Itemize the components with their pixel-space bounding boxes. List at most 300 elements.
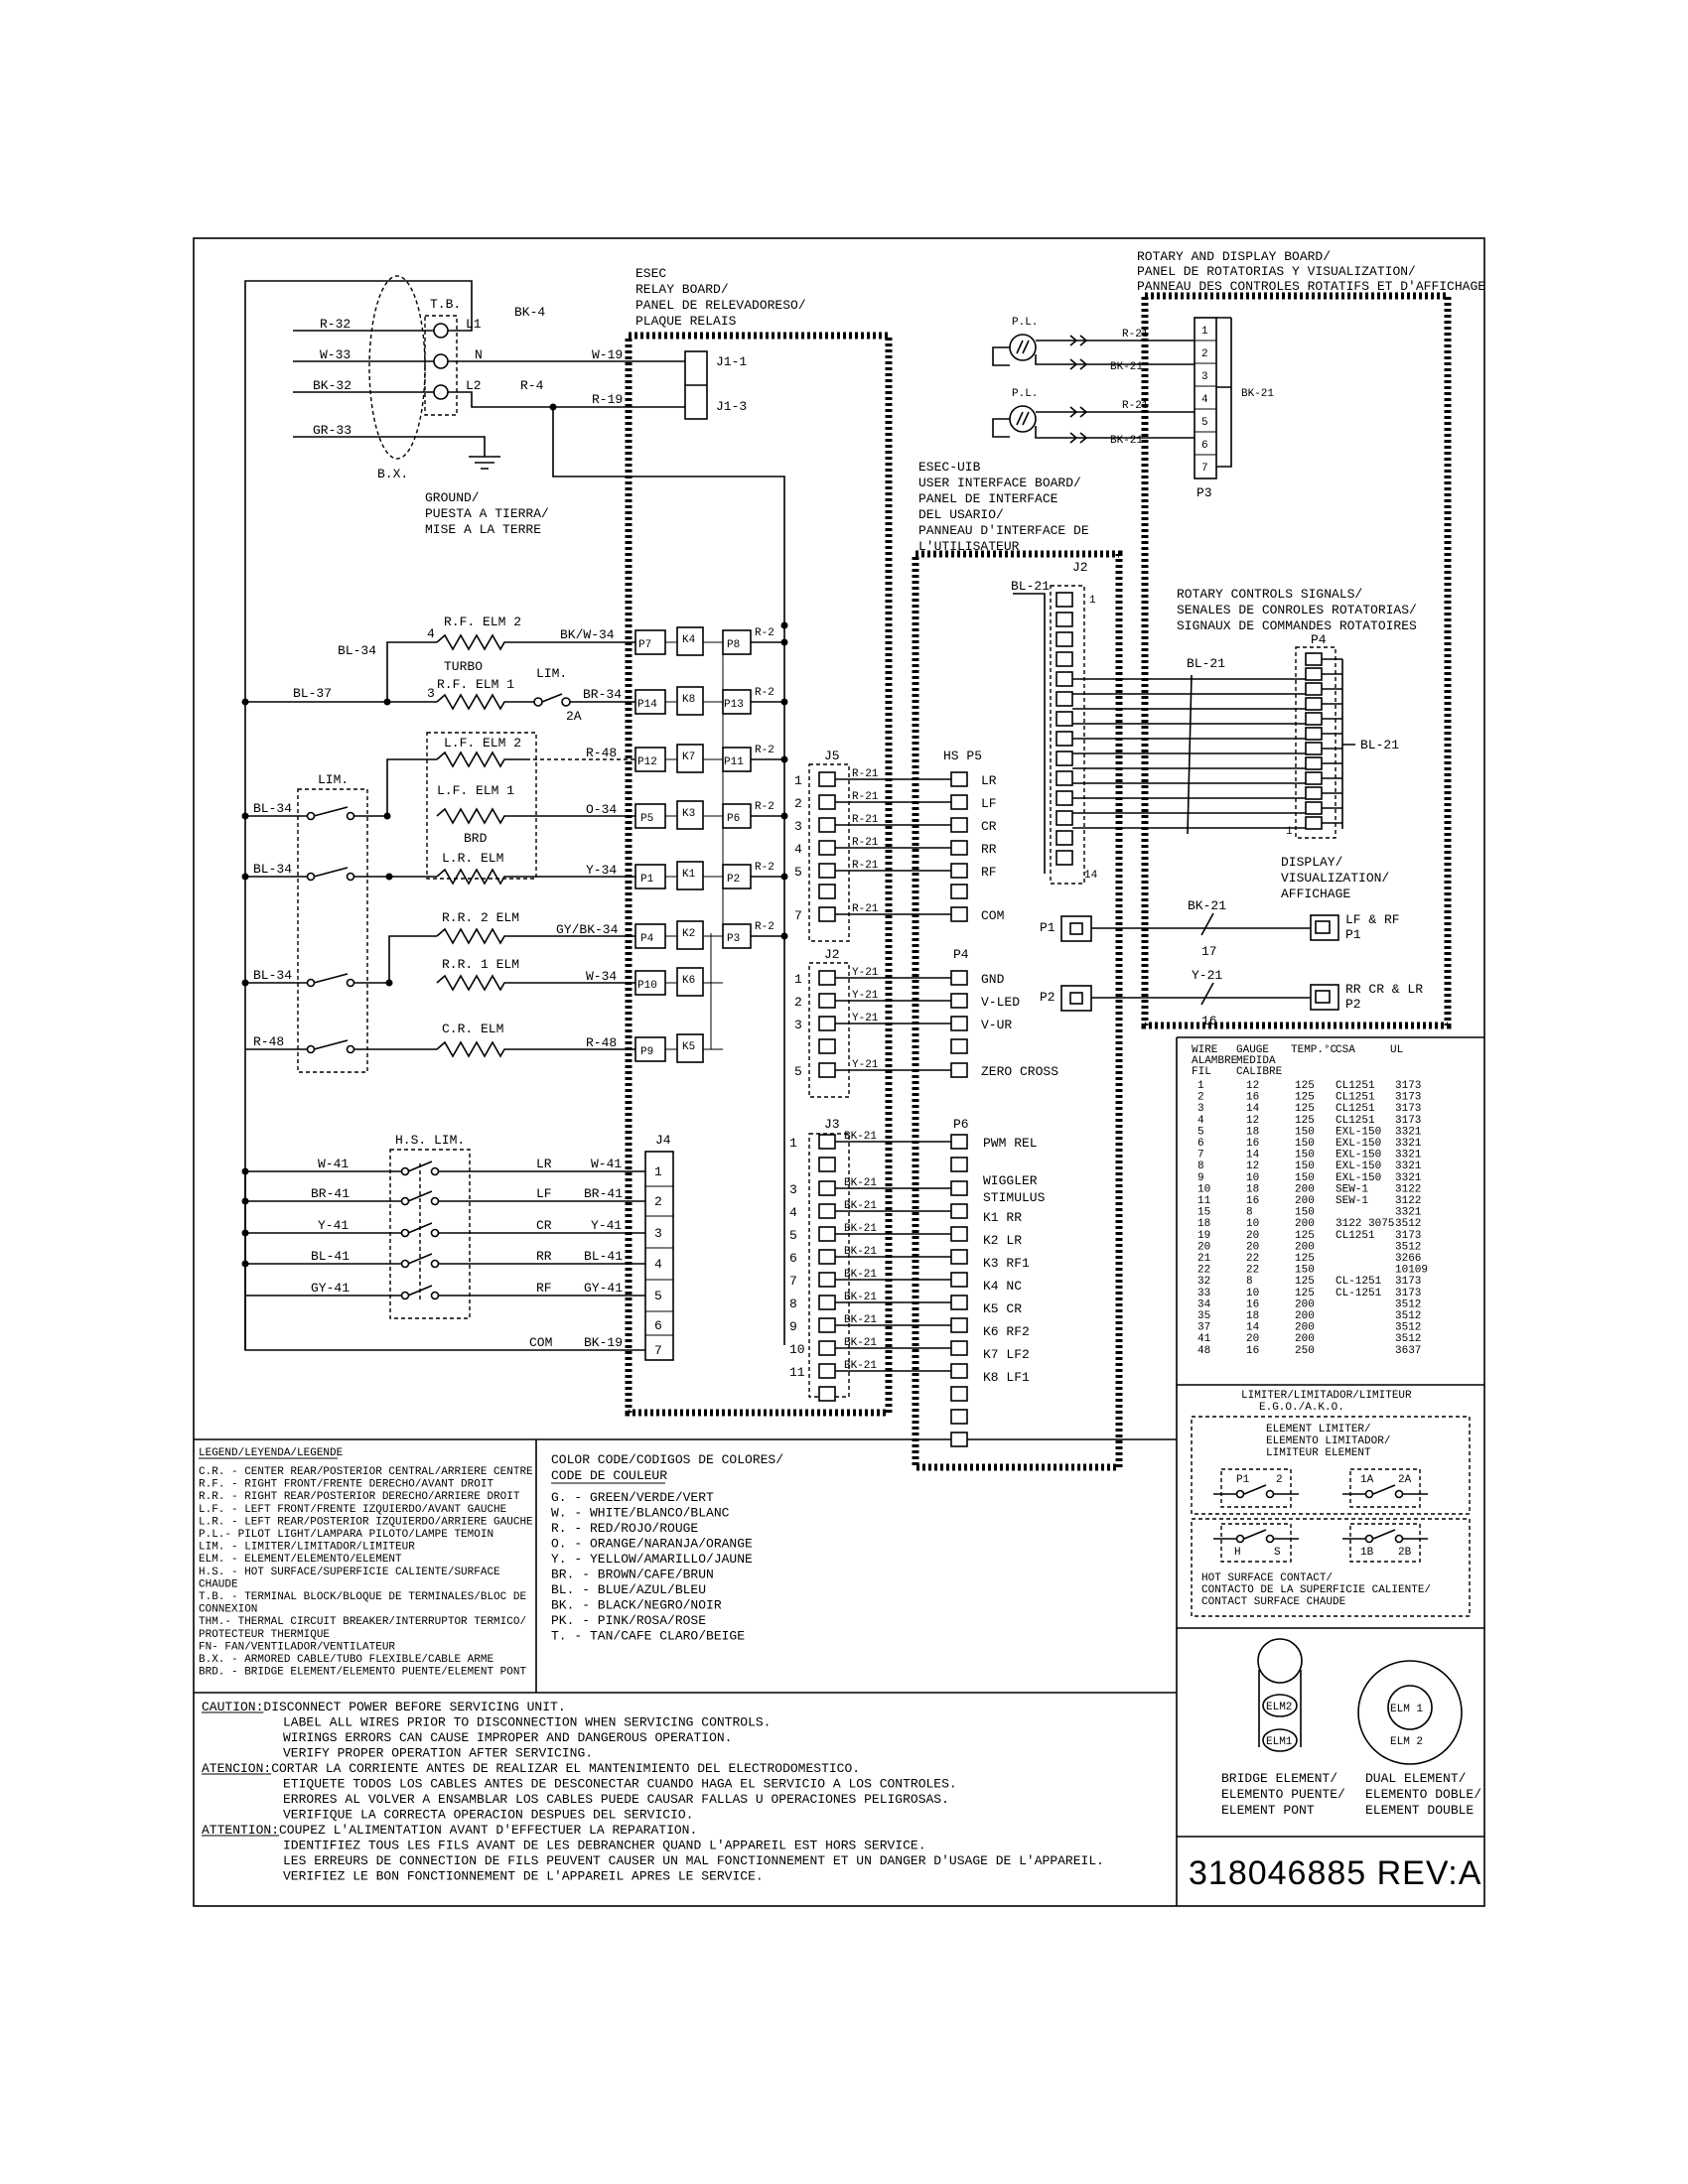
pl-2-bk21: BK-21: [1110, 435, 1144, 447]
j4-connector: [645, 1152, 673, 1360]
rotary-p4-socket: [1306, 713, 1322, 725]
legend-item: FN- FAN/VENTILADOR/VENTILATEUR: [199, 1641, 396, 1654]
wt-cell: 3266: [1395, 1253, 1422, 1265]
rotary-label-3: PANNEAU DES CONTROLES ROTATIFS ET D'AFFICHAGE: [1137, 279, 1486, 294]
j4-wire-3: Y-41: [591, 1218, 623, 1233]
legend-item: P.L.- PILOT LIGHT/LAMPARA PILOTO/LAMPE TEMOIN: [199, 1529, 494, 1541]
hsp5-out-rr: RR: [981, 842, 997, 857]
wt-cell: 20: [1197, 1241, 1211, 1254]
hsp5-label: HS P5: [943, 749, 983, 763]
j5-wire-label: R-21: [852, 814, 879, 826]
hs-switch-rows: [245, 1161, 645, 1300]
wt-cell: 16: [1246, 1298, 1260, 1311]
p3-bk21: BK-21: [1241, 388, 1275, 400]
hsp5-out-com: COM: [981, 908, 1005, 923]
brd-label: BRD: [464, 831, 488, 846]
hs-wire-gy41: GY-41: [311, 1281, 351, 1296]
wt-cell: 12: [1246, 1114, 1260, 1127]
wt-cell: 200: [1295, 1183, 1315, 1196]
pl-2-label: P.L.: [1012, 388, 1039, 400]
hs-wire-w41: W-41: [318, 1157, 350, 1171]
legend-item: L.R. - LEFT REAR/POSTERIOR IZQUIERDO/ARRIERE GAUCHE: [199, 1516, 533, 1529]
wt-cell: 150: [1295, 1206, 1315, 1219]
p6-out: K6 RF2: [983, 1324, 1030, 1339]
caution-line: VERIFIQUE LA CORRECTA OPERACION DESPUES DEL SERVICIO.: [283, 1807, 694, 1823]
lf-elm2-label: L.F. ELM 2: [444, 736, 522, 751]
bridge-elm1: ELM1: [1266, 1736, 1293, 1748]
lim-switches: [242, 807, 438, 1053]
wt-cell: 3512: [1395, 1333, 1422, 1346]
j2-pin-2: 2: [794, 995, 802, 1010]
rf-elm1-label: R.F. ELM 1: [437, 677, 515, 692]
wire-w33: W-33: [320, 347, 352, 362]
wt-cell: 22: [1246, 1264, 1260, 1277]
wt-cell: 10: [1197, 1183, 1211, 1196]
wt-cell: 20: [1246, 1241, 1260, 1254]
wt-cell: 10: [1246, 1171, 1260, 1184]
hs-lim-label: H.S. LIM.: [395, 1133, 466, 1148]
p3-label: P3: [727, 933, 741, 945]
hs-2b: 2B: [1398, 1547, 1412, 1559]
j3-pin-10: 10: [789, 1342, 805, 1357]
j5-socket: [819, 795, 835, 809]
wt-cell: 3173: [1395, 1091, 1422, 1104]
wire-gr33: GR-33: [313, 423, 352, 438]
j3-pin-5: 5: [789, 1228, 797, 1243]
wt-cell: 19: [1197, 1229, 1211, 1242]
j4-wire-4: BL-41: [584, 1249, 624, 1264]
r2-label-1: R-2: [755, 627, 774, 639]
wt-cell: 18: [1246, 1126, 1260, 1139]
uib-j2-socket: [1056, 632, 1072, 646]
wt-cell: CL1251: [1336, 1080, 1375, 1092]
wt-cell: 16: [1246, 1138, 1260, 1150]
legend: [199, 1447, 533, 1679]
wt-cell: 125: [1295, 1287, 1315, 1299]
relay-label-2: RELAY BOARD/: [635, 282, 729, 297]
p6-out: PWM REL: [983, 1136, 1038, 1151]
wt-header: MEDIDA: [1236, 1055, 1276, 1067]
legend-item: R.R. - RIGHT REAR/POSTERIOR DERECHO/ARRIERE DROIT: [199, 1491, 520, 1504]
legend-item: B.X. - ARMORED CABLE/TUBO FLEXIBLE/CABLE ARME: [199, 1654, 494, 1666]
color-item: W. - WHITE/BLANCO/BLANC: [551, 1505, 730, 1521]
wt-cell: 14: [1246, 1321, 1260, 1334]
wire-table-rows: [1197, 1080, 1428, 1357]
wt-header: CALIBRE: [1236, 1066, 1283, 1078]
p6-out: K4 NC: [983, 1279, 1023, 1294]
wire-o34: O-34: [586, 802, 618, 817]
uib-board-label: [918, 460, 1089, 554]
legend-item: R.F. - RIGHT FRONT/FRENTE DERECHO/AVANT DROIT: [199, 1478, 494, 1491]
wt-cell: CL1251: [1336, 1091, 1375, 1104]
wt-cell: 35: [1197, 1310, 1211, 1322]
uib-j2-pins: [1056, 593, 1306, 865]
wire-w34: W-34: [586, 969, 618, 984]
color-code: [551, 1452, 783, 1644]
hsp5-out-lr: LR: [981, 773, 997, 788]
rr1-label: R.R. 1 ELM: [442, 957, 520, 972]
rotary-p4-label: P4: [1311, 632, 1327, 647]
j3-pin-8: 8: [789, 1297, 797, 1311]
display-lfrf: LF & RF: [1345, 912, 1400, 927]
hs-lf: LF: [536, 1186, 552, 1201]
p12-label: P12: [637, 756, 657, 768]
j2-socket: [819, 1063, 835, 1077]
hsp5-out-lf: LF: [981, 796, 997, 811]
p6-out: K1 RR: [983, 1210, 1023, 1225]
j2-wire-label: Y-21: [852, 1013, 879, 1024]
display-p1-label: P1: [1345, 927, 1361, 942]
uib-p1-17: 17: [1201, 944, 1217, 959]
wt-cell: 1: [1197, 1080, 1204, 1092]
wt-cell: 3512: [1395, 1321, 1422, 1334]
part-number: 318046885 REV:A: [1189, 1854, 1482, 1892]
legend-item: BRD. - BRIDGE ELEMENT/ELEMENTO PUENTE/ELEMENT PONT: [199, 1666, 527, 1679]
caution-line: VERIFY PROPER OPERATION AFTER SERVICING.: [283, 1745, 594, 1761]
lim-wire-3: BL-34: [253, 968, 293, 983]
wt-cell: 3512: [1395, 1241, 1422, 1254]
wire-3-label: 3: [427, 686, 435, 701]
wt-cell: 150: [1295, 1126, 1315, 1139]
j3-pin-6: 6: [789, 1251, 797, 1266]
wire-r32: R-32: [320, 317, 352, 332]
wt-cell: 150: [1295, 1160, 1315, 1173]
cr-label: C.R. ELM: [442, 1022, 504, 1036]
uib-p2-label: P2: [1040, 990, 1055, 1005]
dual-element: [1358, 1661, 1481, 1818]
legend-item: ELM. - ELEMENT/ELEMENTO/ELEMENT: [199, 1554, 402, 1567]
caution-heading: ATENCION:: [202, 1761, 272, 1776]
legend-item: CHAUDE: [199, 1578, 238, 1591]
rotary-label-1: ROTARY AND DISPLAY BOARD/: [1137, 249, 1332, 264]
color-item: BL. - BLUE/AZUL/BLEU: [551, 1582, 707, 1597]
j4-pin-5: 5: [654, 1289, 662, 1303]
uib-bl21-label: BL-21: [1011, 579, 1051, 594]
legend-item: H.S. - HOT SURFACE/SUPERFICIE CALIENTE/SURFACE: [199, 1566, 500, 1578]
wire-bkw34: BK/W-34: [560, 627, 615, 642]
wire-bl37: BL-37: [293, 686, 333, 701]
wire-4-label: 4: [427, 626, 435, 641]
wt-cell: SEW-1: [1336, 1183, 1369, 1196]
hs-contact-1: HOT SURFACE CONTACT/: [1201, 1572, 1334, 1584]
color-item: BR. - BROWN/CAFE/BRUN: [551, 1567, 714, 1582]
j5-wire-label: R-21: [852, 837, 879, 849]
j3-wire-label: BK-21: [844, 1360, 878, 1372]
caution-line: ETIQUETE TODOS LOS CABLES ANTES DE DESCONECTAR CUANDO HAGA EL SERVICIO A LOS CONTROLES.: [283, 1776, 957, 1792]
j4-pin-6: 6: [654, 1318, 662, 1333]
wt-cell: 200: [1295, 1321, 1315, 1334]
wt-cell: 10109: [1395, 1264, 1429, 1277]
j1-3-label: J1-3: [716, 399, 748, 414]
display-p2-label: P2: [1345, 997, 1361, 1012]
j4-pin-7: 7: [654, 1343, 662, 1358]
wt-header: GAUGE: [1236, 1044, 1270, 1056]
rotary-p4-socket: [1306, 757, 1322, 769]
j4-pin-4: 4: [654, 1257, 662, 1272]
display-label-1: DISPLAY/: [1281, 855, 1343, 870]
color-item: O. - ORANGE/NARANJA/ORANGE: [551, 1536, 753, 1552]
lr-elm-label: L.R. ELM: [442, 851, 504, 866]
j5-socket: [819, 818, 835, 832]
wt-cell: 8: [1246, 1276, 1253, 1289]
wire-bk32: BK-32: [313, 378, 352, 393]
wt-cell: 14: [1246, 1103, 1260, 1116]
j2-wire-label: Y-21: [852, 990, 879, 1002]
caution-line: IDENTIFIEZ TOUS LES FILS AVANT DE LES DEBRANCHER QUAND L'APPAREIL EST HORS SERVICE.: [283, 1838, 926, 1853]
uib-j2-pin1: 1: [1089, 595, 1096, 607]
element-section: [242, 614, 788, 1072]
wt-cell: 22: [1197, 1264, 1211, 1277]
uib-j2-socket: [1056, 672, 1072, 686]
j5-pin-1: 1: [794, 773, 802, 788]
wt-cell: 3: [1197, 1103, 1204, 1116]
uib-j2-pin14: 14: [1084, 870, 1098, 882]
j2-socket: [819, 971, 835, 985]
wt-cell: 8: [1246, 1206, 1253, 1219]
uib-j2-socket: [1056, 751, 1072, 765]
wire-gybk34: GY/BK-34: [556, 922, 619, 937]
wt-cell: 150: [1295, 1149, 1315, 1161]
wire-bk4: BK-4: [514, 305, 546, 320]
legend-title: LEGEND/LEYENDA/LEGENDE: [199, 1447, 344, 1459]
j3-pin-7: 7: [789, 1274, 797, 1289]
p3-pin-6: 6: [1201, 440, 1208, 452]
color-item: R. - RED/ROJO/ROUGE: [551, 1521, 699, 1536]
rotary-p4-socket: [1306, 653, 1322, 665]
rotary-p4-rows: [1306, 653, 1342, 829]
wt-header: WIRE: [1192, 1044, 1218, 1056]
j5-label: J5: [824, 749, 840, 763]
p6-out: K3 RF1: [983, 1256, 1030, 1271]
rotary-bl21-right: BL-21: [1360, 738, 1400, 752]
caution-line: ERRORES AL VOLVER A ENSAMBLAR LOS CABLES PUEDE CAUSAR FALLAS U OPERACIONES PELIGROSAS.: [283, 1792, 949, 1807]
r2-label-5: R-2: [755, 862, 774, 874]
wt-cell: 20: [1246, 1333, 1260, 1346]
uib-label-5: PANNEAU D'INTERFACE DE: [918, 523, 1089, 538]
wt-cell: 3512: [1395, 1310, 1422, 1322]
wire-table: [1192, 1044, 1428, 1357]
k4-label: K4: [682, 634, 696, 646]
lf-elm1-label: L.F. ELM 1: [437, 783, 515, 798]
p14-label: P14: [637, 699, 657, 711]
j3-wire-label: BK-21: [844, 1177, 878, 1189]
p4-out: V-LED: [981, 995, 1021, 1010]
hs-contact-2: CONTACTO DE LA SUPERFICIE CALIENTE/: [1201, 1584, 1432, 1596]
el-label-1: ELEMENT LIMITER/: [1266, 1424, 1371, 1435]
ground-label-2: PUESTA A TIERRA/: [425, 506, 549, 521]
caution-line: CORTAR LA CORRIENTE ANTES DE REALIZAR EL MANTENIMIENTO DEL ELECTRODOMESTICO.: [271, 1761, 861, 1776]
bx-label: B.X.: [377, 467, 409, 481]
wt-cell: 33: [1197, 1287, 1211, 1299]
wire-y34: Y-34: [586, 863, 618, 878]
wt-cell: 32: [1197, 1276, 1211, 1289]
dual-label-2: ELEMENTO DOBLE/: [1365, 1787, 1482, 1802]
j5-pin-5: 5: [794, 865, 802, 880]
wt-cell: 10: [1246, 1218, 1260, 1231]
hsp5-socket: [951, 907, 967, 921]
caution-heading: ATTENTION:: [202, 1823, 280, 1838]
bridge-elm2: ELM2: [1266, 1702, 1293, 1713]
uib-p1-label: P1: [1040, 920, 1055, 935]
p6-out: STIMULUS: [983, 1190, 1046, 1205]
p4-out: ZERO CROSS: [981, 1064, 1059, 1079]
uib-p2-wire: Y-21: [1192, 968, 1223, 983]
relay-label-4: PLAQUE RELAIS: [635, 314, 737, 329]
color-title-1: COLOR CODE/CODIGOS DE COLORES/: [551, 1452, 784, 1467]
bx-cable-ellipse: [369, 276, 425, 459]
wt-cell: 3173: [1395, 1287, 1422, 1299]
j3-pin-4: 4: [789, 1205, 797, 1220]
wt-cell: 34: [1197, 1298, 1211, 1311]
hs-1b: 1B: [1360, 1547, 1374, 1559]
hs-rr: RR: [536, 1249, 552, 1264]
n-label: N: [475, 347, 483, 362]
uib-j2-socket: [1056, 692, 1072, 706]
rs-label-3: SIGNAUX DE COMMANDES ROTATOIRES: [1177, 618, 1417, 633]
dual-elm1: ELM 1: [1390, 1704, 1424, 1715]
pilot-light-2: [1010, 406, 1036, 432]
wt-cell: 3173: [1395, 1080, 1422, 1092]
wt-cell: 16: [1246, 1195, 1260, 1207]
l2-label: L2: [466, 378, 482, 393]
wt-cell: 150: [1295, 1138, 1315, 1150]
hsp5-socket: [951, 864, 967, 878]
wt-cell: EXL-150: [1336, 1171, 1382, 1184]
j3-wire-label: BK-21: [844, 1200, 878, 1212]
hs-wire-y41: Y-41: [318, 1218, 350, 1233]
wire-r48-bottom: R-48: [586, 1035, 618, 1050]
lim-wire-2: BL-34: [253, 862, 293, 877]
wt-cell: SEW-1: [1336, 1195, 1369, 1207]
rotary-p4-socket: [1306, 698, 1322, 710]
uib-label-4: DEL USARIO/: [918, 507, 1004, 522]
k5-label: K5: [682, 1041, 696, 1053]
p6-out: K8 LF1: [983, 1370, 1030, 1385]
wt-cell: 125: [1295, 1276, 1315, 1289]
hs-rf: RF: [536, 1281, 552, 1296]
uib-label-6: L'UTILISATEUR: [918, 539, 1020, 554]
wt-cell: 125: [1295, 1253, 1315, 1265]
wt-cell: 3321: [1395, 1160, 1422, 1173]
wt-cell: 3321: [1395, 1126, 1422, 1139]
hs-wire-bl41: BL-41: [311, 1249, 351, 1264]
hs-lim-section: [242, 1133, 674, 1360]
j5-socket: [819, 864, 835, 878]
j5-socket: [819, 772, 835, 786]
wt-cell: 37: [1197, 1321, 1211, 1334]
j4-pin-1: 1: [654, 1164, 662, 1179]
rotary-p4-socket: [1306, 668, 1322, 680]
legend-item: LIM. - LIMITER/LIMITADOR/LIMITEUR: [199, 1541, 415, 1554]
hs-lr: LR: [536, 1157, 552, 1171]
p3-label: P3: [1196, 485, 1212, 500]
rotary-board-label: [1137, 249, 1485, 294]
rotary-p4-socket: [1306, 728, 1322, 740]
p6-out: WIGGLER: [983, 1173, 1038, 1188]
j2-pin-3: 3: [794, 1018, 802, 1032]
wt-cell: 16: [1246, 1344, 1260, 1357]
wt-header: UL: [1390, 1044, 1404, 1056]
p6-out: K2 LR: [983, 1233, 1023, 1248]
uib-p1-wire: BK-21: [1188, 898, 1227, 913]
wt-cell: 20: [1246, 1229, 1260, 1242]
p6-out: K7 LF2: [983, 1347, 1030, 1362]
wt-cell: 3321: [1395, 1149, 1422, 1161]
wt-cell: EXL-150: [1336, 1149, 1382, 1161]
bridge-label-1: BRIDGE ELEMENT/: [1221, 1771, 1338, 1786]
bridge-label-2: ELEMENTO PUENTE/: [1221, 1787, 1345, 1802]
p3-pin-1: 1: [1201, 326, 1208, 338]
j5-socket: [819, 907, 835, 921]
wire-bl34-top: BL-34: [338, 643, 377, 658]
color-items: [551, 1490, 753, 1644]
uib-j2-socket: [1056, 771, 1072, 785]
wt-cell: 3173: [1395, 1229, 1422, 1242]
wt-header: ALAMBRE: [1192, 1055, 1238, 1067]
turbo-label: TURBO: [444, 659, 484, 674]
p3-pin-3: 3: [1201, 371, 1208, 383]
uib-p2-16: 16: [1201, 1014, 1217, 1028]
wt-cell: 150: [1295, 1171, 1315, 1184]
rs-label-1: ROTARY CONTROLS SIGNALS/: [1177, 587, 1363, 602]
j4-wire-1: W-41: [591, 1157, 623, 1171]
ground-label-3: MISE A LA TERRE: [425, 522, 542, 537]
wt-cell: 3512: [1395, 1298, 1422, 1311]
color-item: Y. - YELLOW/AMARILLO/JAUNE: [551, 1552, 753, 1567]
wt-cell: 3321: [1395, 1171, 1422, 1184]
p3-pin-7: 7: [1201, 463, 1208, 475]
wt-cell: 125: [1295, 1080, 1315, 1092]
wt-cell: 3512: [1395, 1218, 1422, 1231]
wt-cell: 200: [1295, 1241, 1315, 1254]
hs-wire-br41: BR-41: [311, 1186, 351, 1201]
pl-1-label: P.L.: [1012, 317, 1039, 329]
j5-wire-label: R-21: [852, 768, 879, 780]
terminal-l2: [434, 385, 448, 399]
rotary-p4-socket: [1306, 787, 1322, 799]
limiter-info: [1192, 1390, 1470, 1616]
caution-lines: [202, 1700, 1104, 1884]
wire-w19: W-19: [592, 347, 624, 362]
rotary-p4-socket: [1306, 683, 1322, 695]
wt-cell: 5: [1197, 1126, 1204, 1139]
k2-label: K2: [682, 928, 696, 940]
j5-pin-3: 3: [794, 819, 802, 834]
caution-line: DISCONNECT POWER BEFORE SERVICING UNIT.: [263, 1700, 566, 1714]
legend-item: THM.- THERMAL CIRCUIT BREAKER/INTERRUPTOR TERMICO/: [199, 1616, 527, 1629]
wt-cell: CL1251: [1336, 1103, 1375, 1116]
j5-pin-4: 4: [794, 842, 802, 857]
legend-item: CONNEXION: [199, 1603, 258, 1616]
k7-label: K7: [682, 751, 696, 763]
wt-cell: 4: [1197, 1114, 1204, 1127]
p13-label: P13: [724, 699, 744, 711]
p3-pin-5: 5: [1201, 417, 1208, 429]
hs-s: S: [1274, 1547, 1281, 1559]
wt-cell: 15: [1197, 1206, 1211, 1219]
legend-item: T.B. - TERMINAL BLOCK/BLOQUE DE TERMINALES/BLOC DE: [199, 1591, 527, 1603]
wt-cell: CL1251: [1336, 1229, 1375, 1242]
uib-j2-socket: [1056, 851, 1072, 865]
hs-cr: CR: [536, 1218, 552, 1233]
wt-cell: 3173: [1395, 1276, 1422, 1289]
legend-item: L.F. - LEFT FRONT/FRENTE IZQUIERDO/AVANT GAUCHE: [199, 1503, 507, 1516]
j3-pin-1: 1: [789, 1136, 797, 1151]
wt-cell: 3122 3075: [1336, 1218, 1395, 1231]
wt-header: TEMP.°C: [1291, 1044, 1337, 1056]
display-label-3: AFFICHAGE: [1281, 887, 1351, 901]
hs-com: COM: [529, 1335, 553, 1350]
